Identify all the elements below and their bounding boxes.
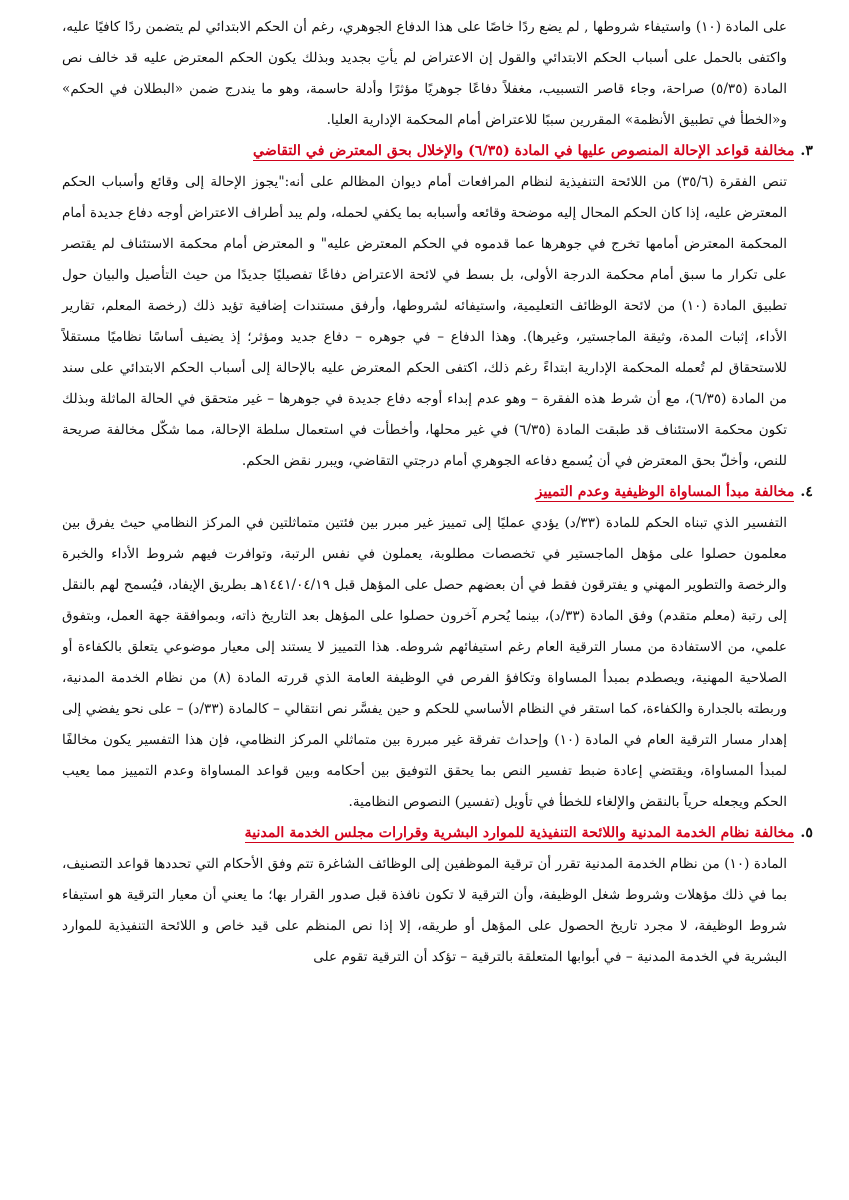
section-number: ٤. bbox=[800, 484, 813, 500]
section-number: ٣. bbox=[800, 143, 813, 159]
section-title: مخالفة نظام الخدمة المدنية واللائحة التنفيذية للموارد البشرية وقرارات مجلس الخدمة المدنية bbox=[244, 825, 795, 841]
section-number: ٥. bbox=[800, 825, 813, 841]
section-title: مخالفة قواعد الإحالة المنصوص عليها في المادة (٦/٣٥) والإخلال بحق المعترض في التقاضي bbox=[253, 143, 795, 159]
section-body: التفسير الذي تبناه الحكم للمادة (٣٣/د) يؤدي عمليًا إلى تمييز غير مبرر بين فئتين متماثلتين في المركز النظامي حيث يفرق بين معلمون حصلوا على مؤهل الماجستير في تخصصات مطلوبة، يعملون في نفس الرتبة، وتوافرت فيهم شروط الأداء والخبرة والرخصة والتطوير المهني و يفترقون فقط في أن بعضهم حصل على المؤهل قبل ١٤٤١/٠٤/١٩هـ بطريق الإيفاد، فيُسمح لهم بالنقل إلى رتبة (معلم متقدم) وفق المادة (٣٣/د)، بينما يُحرم آخرون حصلوا على المؤهل بعد التاريخ ذاته، وبموافقة جهة العمل، وبتفوق علمي، من الاستفادة من مسار الترقية العام رغم استيفائهم شروطه. هذا التمييز لا يستند إلى معيار موضوعي يتعلق بالكفاءة أو الصلاحية المهنية، ويصطدم بمبدأ المساواة وتكافؤ الفرص في الوظيفة العامة الذي قررته المادة (٨) من نظام الخدمة المدنية، وربطته بالجدارة والكفاءة، كما استقر في النظام الأساسي للحكم و حين يفسَّر نص انتقالي – كالمادة (٣٣/د) – على نحو يفضي إلى إهدار مسار الترقية العام في المادة (١٠) وإحداث تفرقة غير مبررة بين متماثلي المركز النظامي، فإن هذا التفسير يكون مخالفًا لمبدأ المساواة، ويقتضي إعادة ضبط تفسير النص بما يحقق التوفيق بين أحكامه وبين قواعد المساواة وعدم التمييز مما يعيب الحكم ويجعله حرياً بالنقض والإلغاء للخطأ في تأويل (تفسير) النصوص النظامية. bbox=[62, 515, 788, 810]
section-body: المادة (١٠) من نظام الخدمة المدنية تقرر أن ترقية الموظفين إلى الوظائف الشاغرة تتم وفق الأحكام التي تحددها قواعد التصنيف، بما في ذلك مؤهلات وشروط شغل الوظيفة، وأن الترقية لا تكون نافذة قبل صدور القرار بها؛ ما يعني أن معيار الترقية هو استيفاء شروط الوظيفة، لا مجرد تاريخ الحصول على المؤهل أو طريقه، إلا إذا نص المنظم على قيد خاص و اللائحة التنفيذية للموارد البشرية في الخدمة المدنية – في أبوابها المتعلقة بالترقية – تؤكد أن الترقية تقوم على bbox=[62, 856, 787, 965]
section-heading bbox=[62, 818, 813, 849]
section-4 bbox=[62, 477, 813, 818]
opening-paragraph: على المادة (١٠) واستيفاء شروطها , لم يضع ردًا خاصًا على هذا الدفاع الجوهري، رغم أن الحكم الابتدائي لم يتضمن ردًا كافيًا عليه، واكتفى بالحمل على أسباب الحكم الابتدائي والقول إن الاعتراض لم يأتِ بجديد وبذلك يكون الحكم المعترض عليه قد خالف نص المادة (٥/٣٥) صراحة، وجاء قاصر التسبيب، مغفلاً دفاعًا جوهريًا مؤثرًا وأدلة حاسمة، وهو ما يندرج ضمن «البطلان في الحكم» و«الخطأ في تطبيق الأنظمة» المقررين سببًا للاعتراض أمام المحكمة الإدارية العليا. bbox=[62, 19, 787, 128]
section-heading bbox=[62, 136, 813, 167]
section-3 bbox=[62, 136, 813, 477]
section-heading bbox=[62, 477, 813, 508]
section-title: مخالفة مبدأ المساواة الوظيفية وعدم التمييز bbox=[535, 484, 795, 500]
section-body: تنص الفقرة (٣٥/٦) من اللائحة التنفيذية لنظام المرافعات أمام ديوان المظالم على أنه:"يجوز الإحالة إلى وقائع وأسباب الحكم المعترض عليه، إذا كان الحكم المحال إليه موضحة وقائعه وأسبابه بما يكفي لحمله، ولم يبد أطراف الاعتراض أوجه دفاع جديدة أمام المحكمة المعترض أمامها تخرج في جوهرها عما قدموه في الحكم المعترض عليه" و المعترض أمام محكمة الاستئناف لم يقتصر على تكرار ما سبق أمام محكمة الدرجة الأولى، بل بسط في لائحة الاعتراض دفاعًا تفصيليًا جديدًا من حيث التأصيل والبيان حول تطبيق المادة (١٠) من لائحة الوظائف التعليمية، واستيفائه لشروطها، وأرفق مستندات إضافية تؤيد ذلك (رخصة المعلم، تقارير الأداء، إثبات المدة، وثيقة الماجستير، وغيرها). وهذا الدفاع – في جوهره – دفاع جديد ومؤثر؛ إذ يضيف أساسًا نظاميًا مستقلاً للاستحقاق لم تُعمله المحكمة الإدارية ابتداءً رغم ذلك، اكتفى الحكم المعترض عليه بالإحالة إلى أسباب الحكم الابتدائي على سند من المادة (٦/٣٥)، مع أن شرط هذه الفقرة – وهو عدم إبداء أوجه دفاع جديدة في جوهرها – غير متحقق في الحالة الماثلة وبذلك تكون محكمة الاستئناف قد طبقت المادة (٦/٣٥) في غير محلها، وأخطأت في استعمال سلطة الإحالة، مما شكّل مخالفة صريحة للنص، وأخلّ بحق المعترض في أن يُسمع دفاعه الجوهري أمام درجتي التقاضي، ويبرر نقض الحكم. bbox=[62, 174, 787, 469]
section-5 bbox=[62, 818, 813, 973]
